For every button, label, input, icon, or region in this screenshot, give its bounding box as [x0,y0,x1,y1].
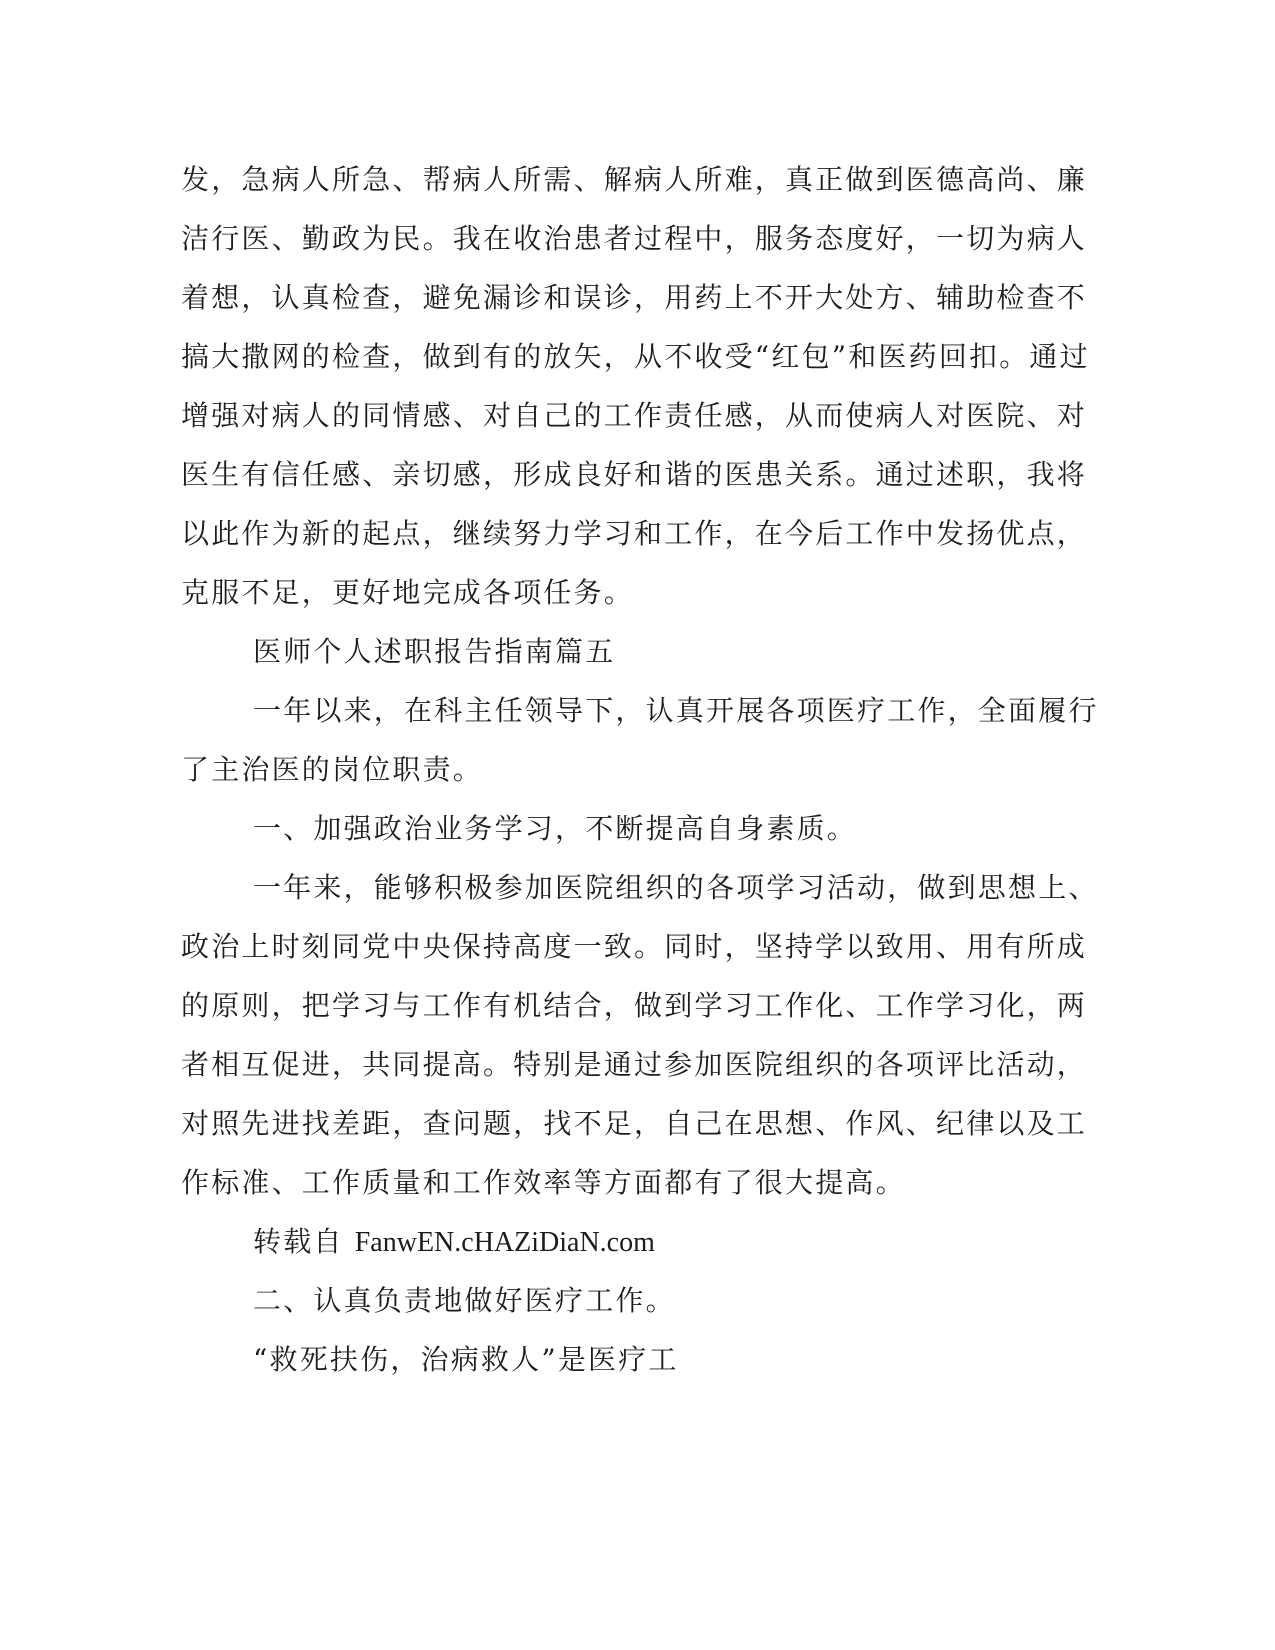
source-note [181,1212,1081,1271]
body-line: 医生有信任感、亲切感，形成良好和谐的医患关系。通过述职，我将 [181,458,1088,491]
body-line: 的原则，把学习与工作有机结合，做到学习工作化、工作学习化，两 [181,989,1088,1022]
body-line: 了主治医的岗位职责。 [181,753,484,786]
body-line: 者相互促进，共同提高。特别是通过参加医院组织的各项评比活动， [181,1048,1088,1081]
document-body [181,150,1099,1389]
section-heading: 医师个人述职报告指南篇五 [253,635,616,668]
body-line: 搞大撒网的检查，做到有的放矢，从不收受“红包”和医药回扣。通过 [181,340,1090,373]
subsection-heading: 二、认真负责地做好医疗工作。 [253,1284,676,1317]
body-line: 着想，认真检查，避免漏诊和误诊，用药上不开大处方、辅助检查不 [181,281,1088,314]
body-line: 一年来，能够积极参加医院组织的各项学习活动，做到思想上、 [253,871,1099,904]
body-line: 以此作为新的起点，继续努力学习和工作，在今后工作中发扬优点， [181,517,1088,550]
body-line: “救死扶伤，治病救人”是医疗工 [253,1343,679,1376]
body-line: 洁行医、勤政为民。我在收治患者过程中，服务态度好，一切为病人 [181,222,1088,255]
subsection-heading: 一、加强政治业务学习，不断提高自身素质。 [253,812,858,845]
body-line: 对照先进找差距，查问题，找不足，自己在思想、作风、纪律以及工 [181,1107,1088,1140]
body-line: 作标准、工作质量和工作效率等方面都有了很大提高。 [181,1166,906,1199]
body-line: 克服不足，更好地完成各项任务。 [181,576,635,609]
body-line: 一年以来，在科主任领导下，认真开展各项医疗工作，全面履行 [253,694,1099,727]
body-line: 政治上时刻同党中央保持高度一致。同时，坚持学以致用、用有所成 [181,930,1088,963]
body-line: 增强对病人的同情感、对自己的工作责任感，从而使病人对医院、对 [181,399,1088,432]
body-line: 发，急病人所急、帮病人所需、解病人所难，真正做到医德高尚、廉 [181,163,1088,196]
source-site: FanwEN.cHAZiDiaN.com [354,1227,655,1258]
source-prefix: 转载自 [253,1225,344,1258]
